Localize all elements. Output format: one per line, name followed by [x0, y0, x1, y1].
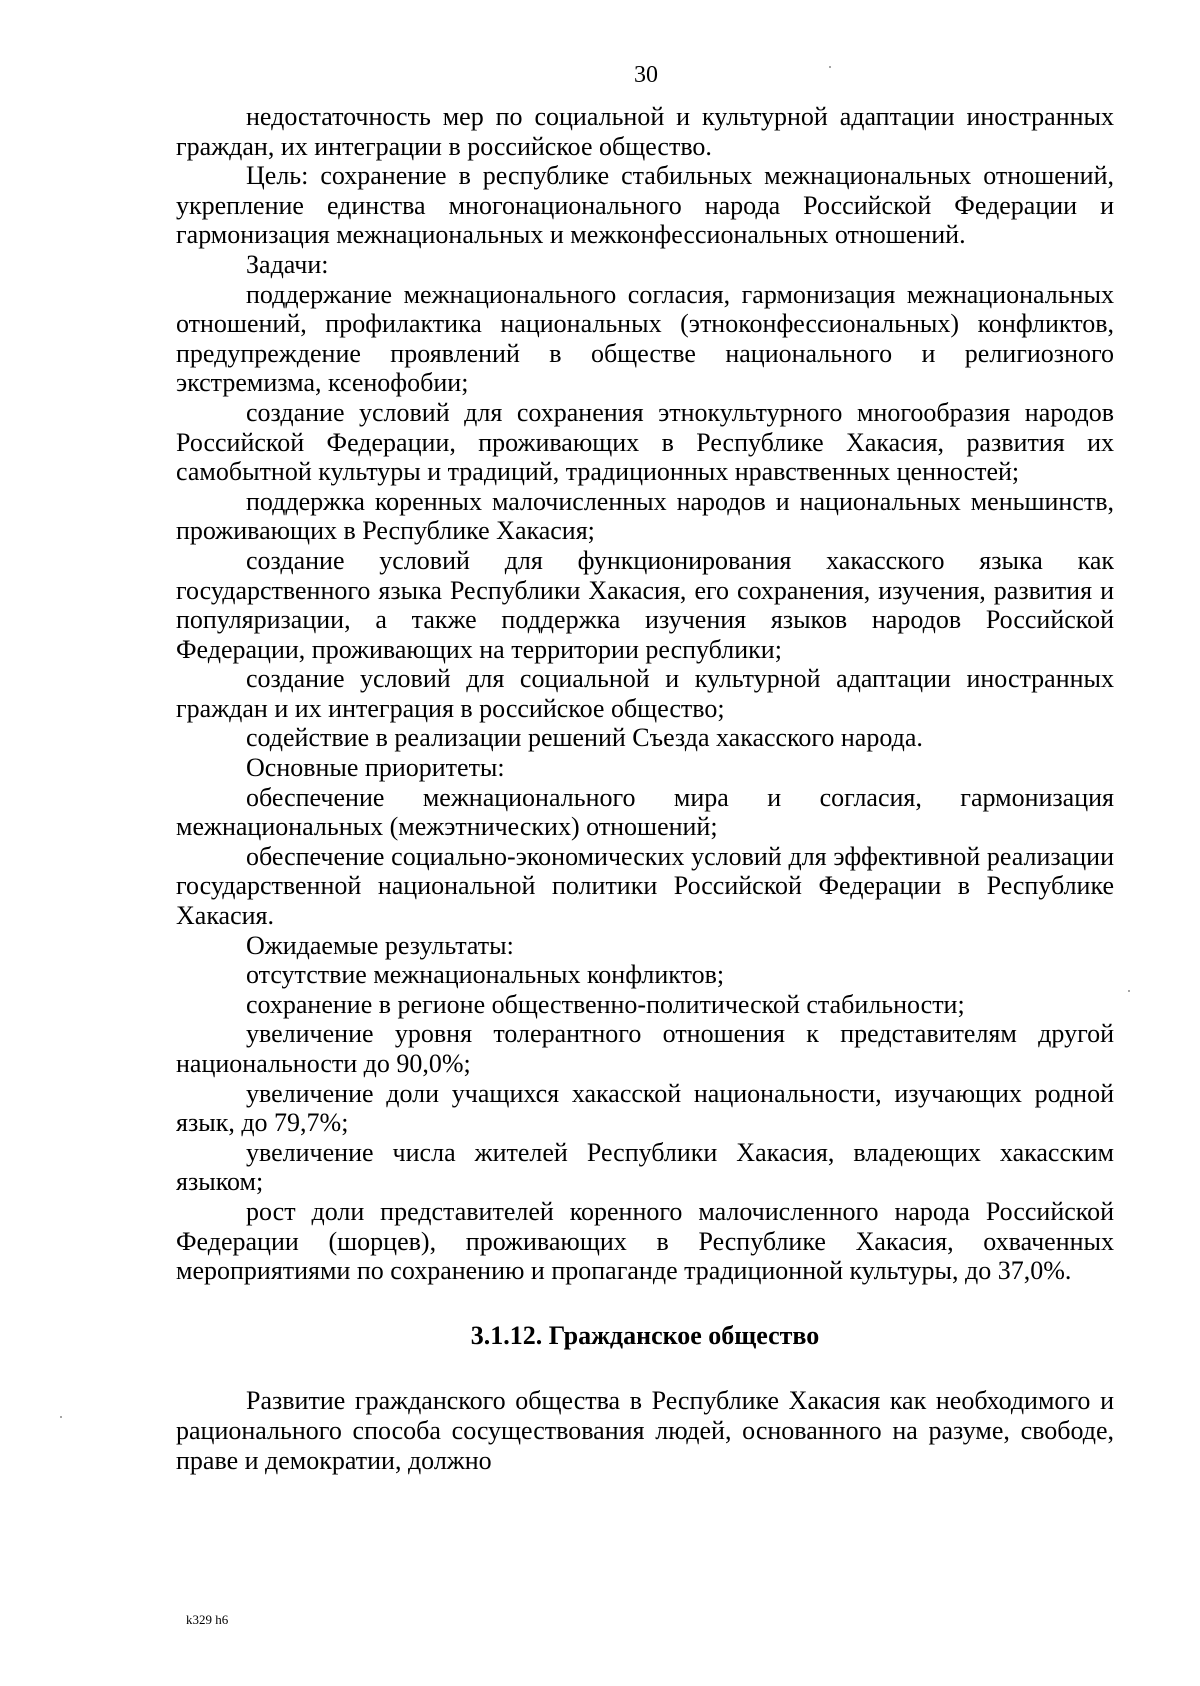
scan-speck — [1128, 990, 1130, 992]
paragraph: обеспечение социально-экономических условий для эффективной реализации государственной национальной политики Российской Федерации в Республике Хакасия. — [176, 841, 1114, 931]
paragraph: содействие в реализации решений Съезда хакасского народа. — [246, 723, 923, 753]
document-code: k329 h6 — [186, 1612, 229, 1627]
scan-speck — [60, 1416, 62, 1418]
paragraph: недостаточность мер по социальной и культурной адаптации иностранных граждан, их интеграции в российское общество. — [176, 102, 1114, 161]
scan-speck — [829, 66, 831, 68]
paragraph: создание условий для функционирования хакасского языка как государственного языка Республики Хакасия, его сохранения, изучения, развития и популяризации, а также поддержка изучения языков народов Российской Федерации, проживающих на территории республики; — [176, 545, 1114, 664]
paragraph: увеличение числа жителей Республики Хакасия, владеющих хакасским языком; — [176, 1137, 1114, 1197]
paragraph: поддержка коренных малочисленных народов и национальных меньшинств, проживающих в Республике Хакасия; — [176, 486, 1114, 546]
paragraph: создание условий для социальной и культурной адаптации иностранных граждан и их интеграция в российское общество; — [176, 664, 1114, 723]
section-heading: 3.1.12. Гражданское общество — [470, 1320, 820, 1350]
paragraph: увеличение уровня толерантного отношения к представителям другой национальности до 90,0%; — [176, 1019, 1114, 1078]
paragraph: рост доли представителей коренного малочисленного народа Российской Федерации (шорцев), проживающих в Республике Хакасия, охваченных мероприятиями по сохранению и пропаганде традиционной культуры, до 37,0%. — [176, 1196, 1114, 1286]
paragraph: Ожидаемые результаты: — [246, 930, 514, 960]
paragraph: Основные приоритеты: — [246, 753, 505, 783]
paragraph: Цель: сохранение в республике стабильных межнациональных отношений, укрепление единства многонационального народа Российской Федерации и гармонизация межнациональных и межконфессиональных отношений. — [176, 161, 1114, 250]
document-body — [176, 102, 1114, 1475]
paragraph: создание условий для сохранения этнокультурного многообразия народов Российской Федерации, проживающих в Республике Хакасия, развития их самобытной культуры и традиций, традиционных нравственных ценностей; — [176, 397, 1114, 487]
paragraph: поддержание межнационального согласия, гармонизация межнациональных отношений, профилактика национальных (этноконфессиональных) конфликтов, предупреждение проявлений в обществе национального и религиозного экстремизма, ксенофобии; — [176, 279, 1114, 398]
paragraph: Развитие гражданского общества в Республике Хакасия как необходимого и рационального способа сосуществования людей, основанного на разуме, свободе, праве и демократии, должно — [176, 1386, 1114, 1475]
paragraph: отсутствие межнациональных конфликтов; — [246, 960, 725, 990]
paragraph: увеличение доли учащихся хакасской национальности, изучающих родной язык, до 79,7%; — [176, 1078, 1114, 1138]
paragraph: обеспечение межнационального мира и согласия, гармонизация межнациональных (межэтнических) отношений; — [176, 782, 1114, 842]
paragraph: Задачи: — [246, 249, 329, 279]
paragraph: сохранение в регионе общественно-политической стабильности; — [246, 989, 965, 1019]
page-number: 30 — [634, 62, 658, 88]
